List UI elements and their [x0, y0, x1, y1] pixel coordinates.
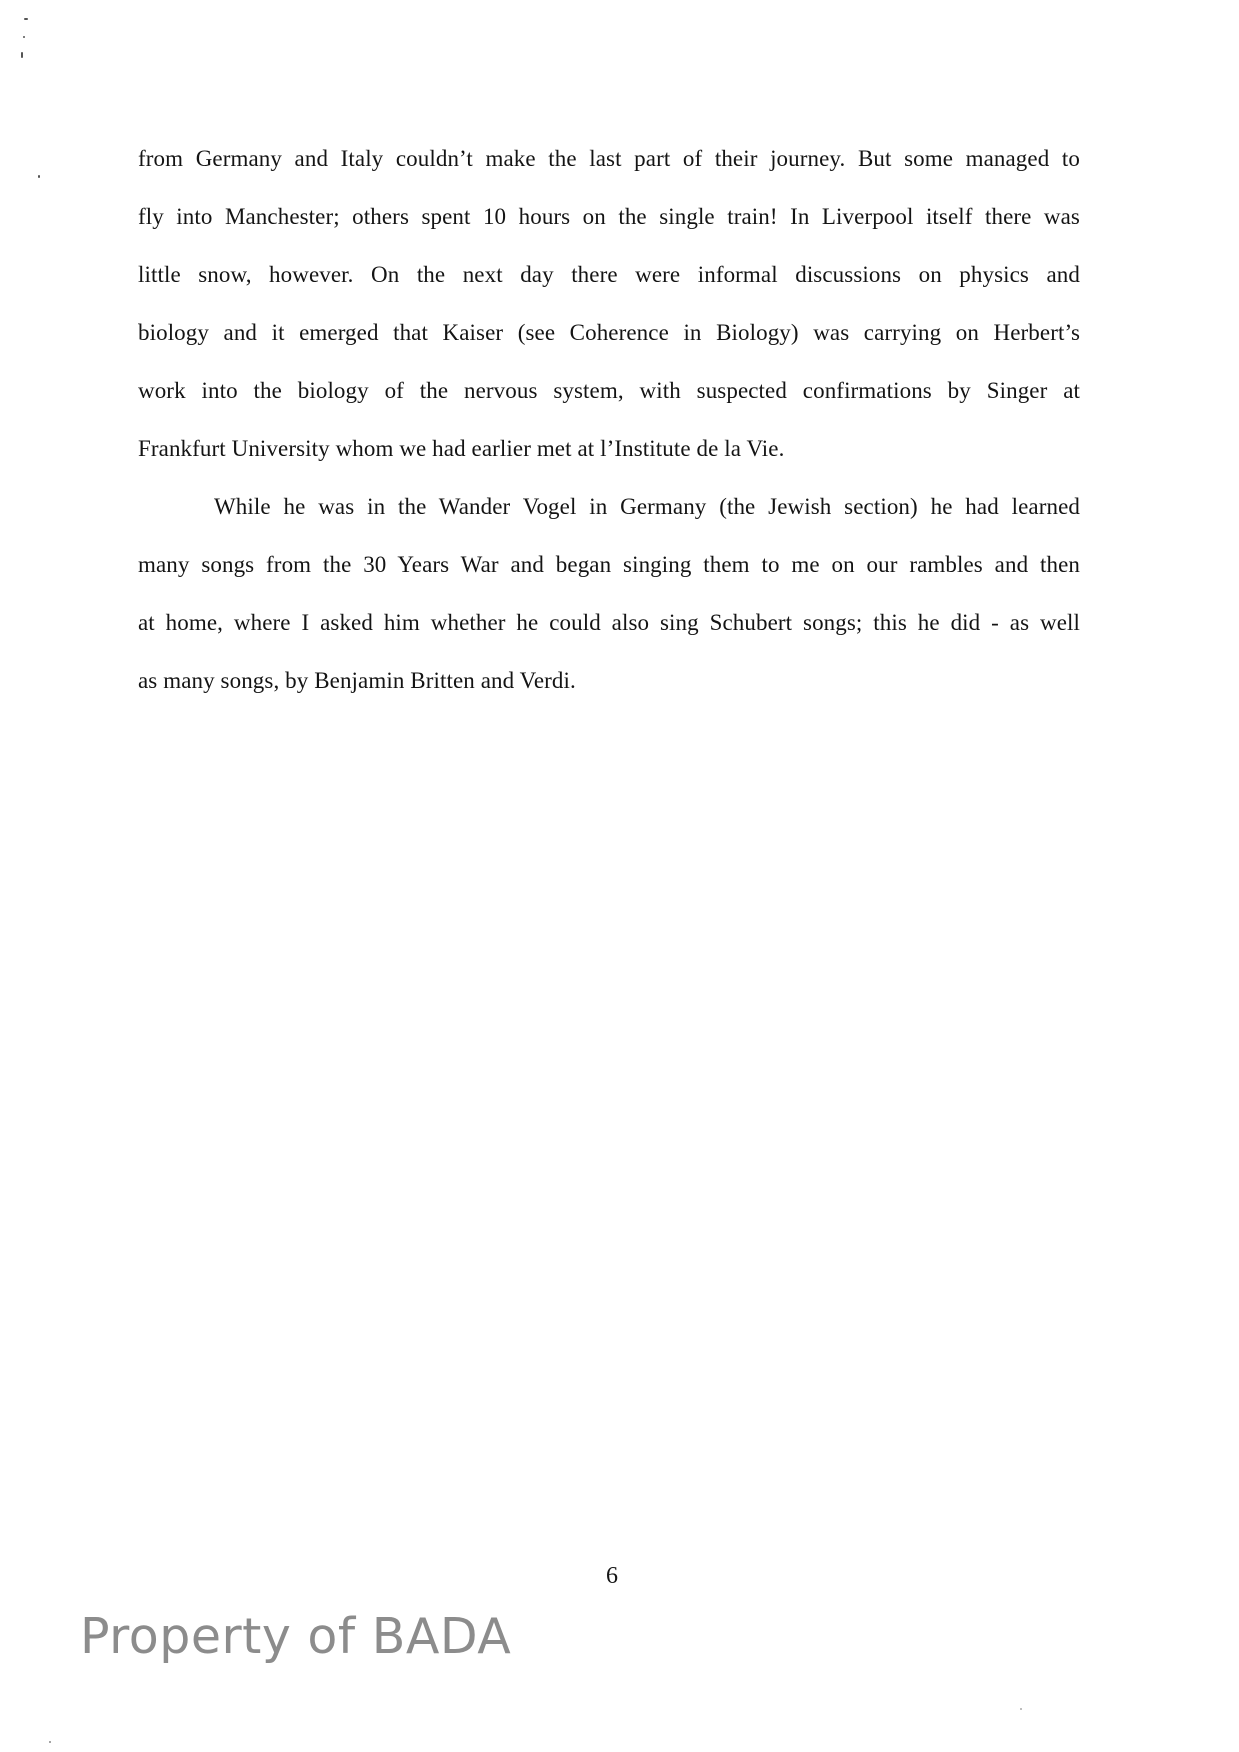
watermark: Property of BADA: [80, 1608, 512, 1665]
scan-speck: [21, 52, 23, 58]
text-line: fly into Manchester; others spent 10 hours on the single train! In Liverpool itself there was: [138, 204, 1080, 229]
text-line: at home, where I asked him whether he could also sing Schubert songs; this he did - as well: [138, 610, 1080, 635]
text-line: as many songs, by Benjamin Britten and Verdi.: [138, 668, 576, 693]
text-line: many songs from the 30 Years War and began singing them to me on our rambles and then: [138, 552, 1080, 577]
scan-speck: [23, 36, 25, 38]
text-line: little snow, however. On the next day there were informal discussions on physics and: [138, 262, 1080, 287]
paragraph-1: [138, 130, 1080, 478]
text-line: While he was in the Wander Vogel in Germany (the Jewish section) he had learned: [214, 494, 1080, 519]
body-text: [138, 130, 1080, 710]
scan-speck: [38, 175, 40, 178]
page-number: 6: [606, 1563, 618, 1589]
text-line: from Germany and Italy couldn’t make the last part of their journey. But some managed to: [138, 146, 1080, 171]
text-line: work into the biology of the nervous system, with suspected confirmations by Singer at: [138, 378, 1080, 403]
text-line: biology and it emerged that Kaiser (see Coherence in Biology) was carrying on Herbert’s: [138, 320, 1080, 345]
scan-speck: [1020, 1708, 1022, 1710]
text-line: Frankfurt University whom we had earlier met at l’Institute de la Vie.: [138, 436, 785, 461]
scan-speck: [24, 18, 28, 20]
scan-speck: [49, 1741, 51, 1743]
paragraph-2: [138, 478, 1080, 710]
